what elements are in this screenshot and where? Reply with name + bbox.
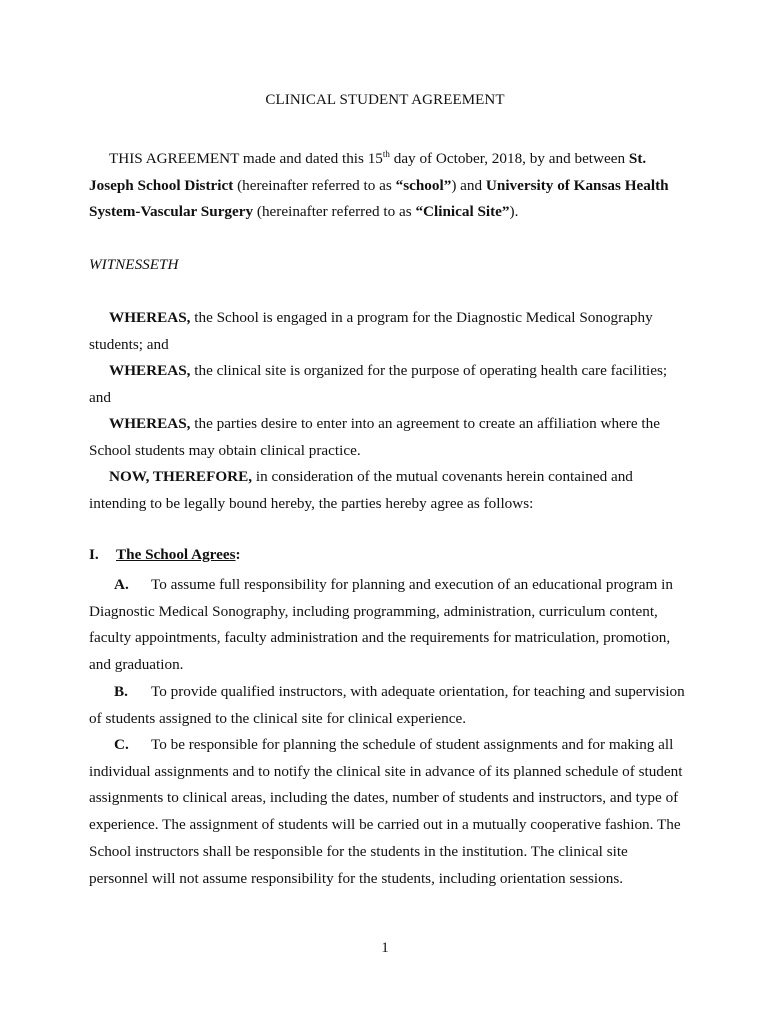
recital-item: WHEREAS, the School is engaged in a program for the Diagnostic Medical Sonography students; and: [89, 309, 653, 353]
party-clinical-site-alias: “Clinical Site”: [415, 203, 510, 221]
party-clinical-site-name: University of Kansas Health System-Vascular Surgery: [89, 176, 669, 221]
recital-item: NOW, THEREFORE, in consideration of the mutual covenants herein contained and intending to be legally bound hereby, the parties hereby agree as follows:: [89, 468, 633, 512]
agreement-intro: THIS AGREEMENT made and dated this 15th day of October, 2018, by and between St. Joseph School District (hereinafter referred to as “school”) and University of Kansas Health System-Vascular Surgery (hereinafter referred to as “Clinical Site”).: [89, 148, 669, 221]
item-letter: C.: [114, 736, 129, 753]
list-item: B. To provide qualified instructors, with adequate orientation, for teaching and supervision of students assigned to the clinical site for clinical experience.: [89, 679, 689, 732]
section-label: The School Agrees: [116, 546, 236, 563]
recital-item: WHEREAS, the parties desire to enter into an agreement to create an affiliation where the School students may obtain clinical practice.: [89, 415, 660, 459]
section-number: I.: [89, 546, 99, 563]
item-letter: A.: [114, 576, 129, 593]
item-letter: B.: [114, 683, 128, 700]
party-school-alias: “school”: [395, 176, 452, 194]
page-number: 1: [381, 940, 389, 956]
section-heading: I. The School Agrees:: [89, 546, 241, 563]
list-item: C. To be responsible for planning the schedule of student assignments and for making all individual assignments and to notify the clinical site in advance of its planned schedule of student assignments to clinical areas, including the dates, number of students and instructors, and type of experience. The assignment of students will be carried out in a mutually cooperative fashion. The School instructors shall be responsible for the students in the institution. The clinical site personnel will not assume responsibility for the students, including orientation sessions.: [89, 732, 689, 892]
party-school-name: St. Joseph School District: [89, 150, 647, 194]
recital-item: WHEREAS, the clinical site is organized for the purpose of operating health care facilities; and: [89, 362, 668, 406]
witnesseth-heading: WITNESSETH: [89, 256, 179, 273]
list-item: A. To assume full responsibility for planning and execution of an educational program in Diagnostic Medical Sonography, including programming, administration, curriculum content, faculty appointments, faculty administration and the requirements for matriculation, promotion, and graduation.: [89, 572, 689, 679]
document-title: CLINICAL STUDENT AGREEMENT: [265, 92, 505, 108]
